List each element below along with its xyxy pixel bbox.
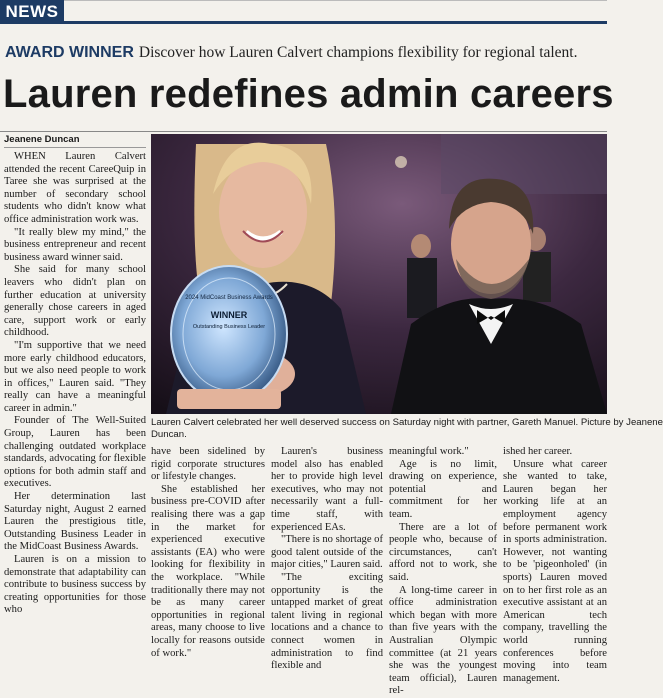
section-tag[interactable]: NEWS [0,0,64,24]
paragraph: Age is no limit, drawing on experience, potential and commitment for her team. [389,458,497,520]
paragraph: "There is no shortage of good talent outside of the major cities," Lauren said. [271,534,383,571]
paragraph: Her determination last Saturday night, August 2 earned Lauren the prestigious title, Outstanding Business Leader in the MidCoast Business Awards. [4,491,146,553]
article-column-3 [271,446,383,672]
paragraph: She established her business pre-COVID after realising there was a gap in the market for experienced executive assistants (EA) who were looking for flexibility in the workplace. "While traditionally there may not be as many career opportunities in regional areas, many choose to live locally for reasons outside of work." [151,483,265,659]
paragraph: Lauren's business model also has enabled her to provide high level executives, who may not necessarily want a full-time staff, with experienced EAs. [271,446,383,533]
paragraph: Lauren is on a mission to demonstrate that adaptability can contribute to business success by creating opportunities for those who [4,554,146,616]
top-edge-line [0,0,607,1]
paragraph: meaningful work." [389,446,469,457]
trophy-category: Outstanding Business Leader [192,324,266,330]
byline: Jeanene Duncan [4,134,146,148]
headline: Lauren redefines admin careers [3,72,614,116]
paragraph: There are a lot of people who, because of circumstances, can't afford not to work, she said. [389,521,497,583]
paragraph: Unsure what career she wanted to take, Lauren began her working life at an employment agency before permanent work in sports administration. However, not wanting to be 'pigeonholed' (in sports) Lauren moved on to her first role as an executive assistant at an American tech company, travelling the world running conferences before moving into team management. [503,458,607,684]
article-column-5 [503,446,607,684]
trophy-label: WINNER [210,310,248,320]
caption-line-1: Lauren Calvert celebrated her well deserved success on Saturday night with partner, Gareth Manuel. Picture by Jeanene [151,417,663,428]
paragraph: WHEN Lauren Calvert attended the recent CareeQuip in Taree she was surprised at the number of secondary school students who didn't know what office administration work was. [4,151,146,225]
article-column-4 [389,446,497,697]
paragraph: "It really blew my mind," the business entrepreneur and recent business award winner said. [4,226,146,263]
headline-rule [0,131,607,132]
photo-illustration [151,134,607,414]
kicker-text: Discover how Lauren Calvert champions flexibility for regional talent. [138,44,578,61]
paragraph: ished her career. [503,446,573,457]
paragraph: have been sidelined by rigid corporate structures or lifestyle changes. [151,446,265,483]
paragraph: She said for many school leavers who didn't plan on further education at university generally chose careers in aged care, support work or early childhood. [4,264,146,339]
kicker-label: AWARD WINNER [5,44,134,61]
paragraph: "The exciting opportunity is the untapped market of great talent living in regional locations and a chance to connect women in administration to find flexible and [271,571,383,672]
paragraph: A long-time career in office administration which began with more than five years with the Australian Olympic committee (at 21 years she was the youngest team official), Lauren rel- [389,584,497,697]
trophy-title: 2024 MidCoast Business Awards [185,295,273,301]
caption-line-2: Duncan. [151,429,187,440]
background-guest [411,234,431,258]
paragraph: "I'm supportive that we need more early childhood educators, but we also need people to work in offices," Lauren said. "They really can have a meaningful career in admin." [4,339,146,414]
paragraph: Founder of The Well-Suited Group, Lauren has been challenging outdated workplace standards, advocating for flexible options for both admin staff and executives. [4,415,146,490]
article-photo[interactable] [151,134,607,414]
photo-caption [151,417,663,441]
kicker [5,44,607,62]
article-column-1 [4,134,146,632]
section-rule [64,21,607,24]
article-column-2 [151,446,265,659]
